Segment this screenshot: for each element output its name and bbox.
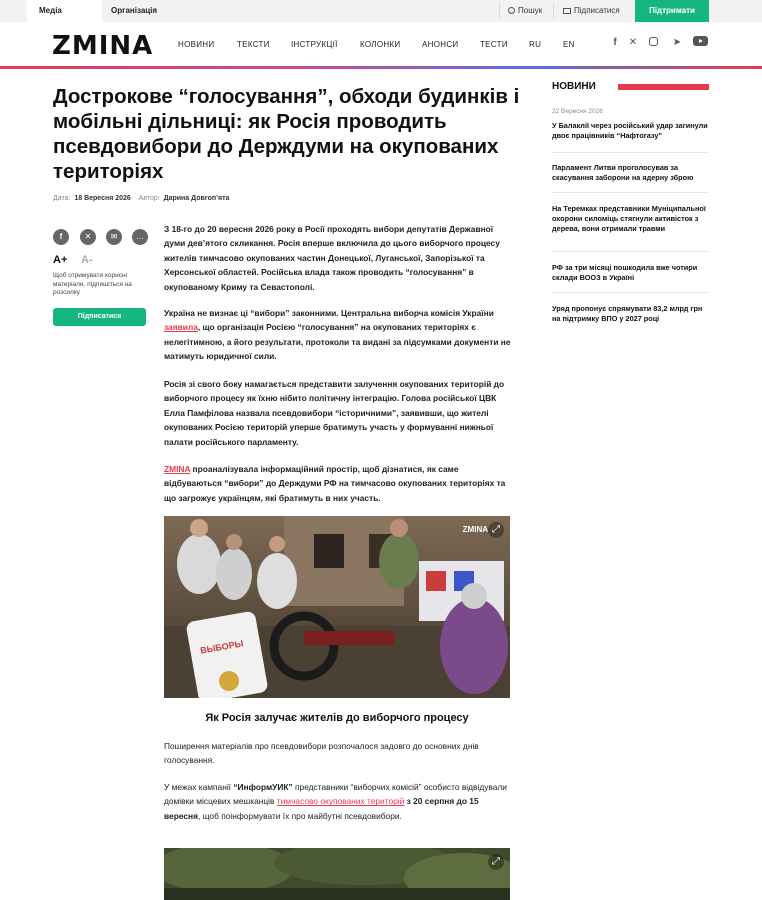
news-divider: [552, 251, 709, 252]
x-icon[interactable]: ✕: [628, 37, 638, 48]
divider: [553, 3, 554, 19]
article-photo[interactable]: [164, 848, 510, 900]
news-divider: [552, 292, 709, 293]
site-header: [0, 22, 762, 66]
text-segment: , що організація Росією “голосування” на окупованих територіях є нелегітимною, а його результати, протоколи та видані за підсумками документи не матимуть юридичної сили.: [164, 322, 511, 362]
subscribe-label: Підписатися: [574, 6, 620, 15]
tab-organization[interactable]: Організація: [111, 6, 158, 15]
author-label: Автор:: [138, 195, 160, 202]
telegram-icon[interactable]: ➤: [672, 37, 682, 48]
expand-icon[interactable]: ⤢: [488, 522, 504, 538]
article-title: Дострокове “голосування”, обходи будинків і мобільні дільниці: як Росія проводить псевдовибори до Держдуми на окупованих територіях: [53, 85, 520, 183]
article-meta: [53, 195, 229, 202]
search-icon: [508, 7, 515, 14]
facebook-icon[interactable]: f: [613, 37, 617, 48]
newsletter-note: Щоб отримувати корисні матеріали, підпишіться на розсилку: [53, 272, 132, 296]
top-utility-bar: [0, 0, 762, 22]
text-segment: У межах кампанії: [164, 782, 234, 792]
header-gradient-line: [0, 66, 762, 69]
article-author[interactable]: Дарина Довгоп’ята: [163, 195, 230, 202]
news-divider: [552, 192, 709, 193]
nav-lang-en[interactable]: EN: [563, 40, 575, 49]
newsletter-subscribe-button[interactable]: Підписатися: [53, 308, 146, 326]
article-photo[interactable]: [164, 516, 510, 698]
facebook-icon[interactable]: f: [53, 229, 69, 245]
article-paragraph-5: Поширення матеріалів про псевдовибори розпочалося задовго до основних днів голосування.: [164, 741, 479, 766]
nav-lang-ru[interactable]: RU: [529, 40, 542, 49]
x-icon[interactable]: ✕: [80, 229, 96, 245]
news-item[interactable]: РФ за три місяці пошкодила вже чотири склади ВООЗ в Україні: [552, 263, 698, 282]
news-heading: НОВИНИ: [552, 81, 596, 92]
instagram-icon[interactable]: [646, 36, 660, 50]
nav-news[interactable]: НОВИНИ: [178, 40, 215, 49]
article-paragraph-4: [164, 462, 512, 505]
news-divider: [552, 152, 709, 153]
nav-texts[interactable]: ТЕКСТИ: [237, 40, 270, 49]
news-date: 22 Вересня 2026: [552, 108, 603, 115]
search-label: Пошук: [518, 6, 543, 15]
article-paragraph-1: З 18-го до 20 вересня 2026 року в Росії проходять вибори депутатів Державної думи дев’ятого скликання. Росія вперше включила до цього виборчого процесу жителів тимчасово окупованих частин Донецької, Луганської, Запорізької та Херсонської областей. Російська влада також проводить “голосування” в окупованому Криму та Севастополі.: [164, 224, 500, 292]
email-icon[interactable]: ✉: [106, 229, 122, 245]
article-paragraph-2: [164, 306, 512, 364]
photo-illustration: [164, 848, 510, 900]
youtube-icon[interactable]: [693, 36, 707, 50]
news-item[interactable]: Уряд пропонує спрямувати 83,2 млрд грн на підтримку ВПО у 2027 році: [552, 304, 703, 323]
nav-announcements[interactable]: АНОНСИ: [422, 40, 459, 49]
news-accent-bar: [618, 84, 709, 90]
nav-columns[interactable]: КОЛОНКИ: [360, 40, 401, 49]
date-range: з 20 серпня до 15 вересня: [164, 796, 479, 821]
font-increase-button[interactable]: A+: [53, 254, 68, 266]
text-segment: Україна не визнає ці “вибори” законними. Центральна виборча комісія України: [164, 308, 494, 318]
font-decrease-button[interactable]: A-: [81, 254, 93, 266]
photo-illustration: [164, 516, 510, 698]
nav-tests[interactable]: ТЕСТИ: [480, 40, 508, 49]
occupied-territories-link[interactable]: тимчасово окупованих територій: [276, 796, 405, 807]
expand-icon[interactable]: ⤢: [488, 854, 504, 870]
section-heading: Як Росія залучає жителів до виборчого процесу: [205, 712, 469, 724]
cec-statement-link[interactable]: заявила: [164, 322, 198, 333]
text-segment: проаналізувала інформаційний простір, щоб дізнатися, як саме відбуваються “вибори” до Держдуми РФ на тимчасово окупованих територіях та що загрожує українцям, які братимуть в них участь.: [164, 464, 506, 503]
article-date: 18 Вересня 2026: [74, 195, 131, 202]
site-logo[interactable]: ZMINA: [52, 31, 154, 61]
photo-box-label: ВЫБОРЫ: [199, 638, 245, 656]
campaign-name: “ИнформУИК”: [233, 782, 293, 792]
photo-watermark: ZMINA: [462, 525, 488, 534]
support-button[interactable]: Підтримати: [635, 0, 709, 22]
date-label: Дата:: [53, 195, 71, 202]
nav-instructions[interactable]: ІНСТРУКЦІЇ: [291, 40, 338, 49]
article-paragraph-6: [164, 780, 512, 823]
zmina-link[interactable]: ZMINA: [164, 464, 191, 474]
news-item[interactable]: У Балаклії через російський удар загинули двоє працівників “Нафтогазу”: [552, 121, 708, 140]
subscribe-link[interactable]: [563, 0, 620, 22]
message-icon[interactable]: …: [132, 229, 148, 245]
article-paragraph-3: Росія зі свого боку намагається представити залучення окупованих територій до виборчого процесу як їхню нібито політичну інтеграцію. Голова російської ЦВК Елла Памфілова назвала псевдовибори “історичними”, заявивши, що жителі окупованих Росією територій уперше братимуть участь у формуванні нижньої палати російського парламенту.: [164, 379, 505, 447]
text-segment: представники “виборчих комісій” особисто відвідували домівки місцевих мешканців: [164, 782, 507, 807]
tab-media[interactable]: Медіа: [27, 0, 102, 22]
mail-icon: [563, 8, 571, 14]
text-segment: , щоб поінформувати їх про майбутні псевдовибори.: [197, 810, 402, 821]
search-link[interactable]: [508, 0, 542, 22]
divider: [499, 3, 500, 19]
news-item[interactable]: На Теремках представники Муніципальної охорони силоміць стягнули активісток з дерева, вони отримали травми: [552, 204, 706, 233]
news-item[interactable]: Парламент Литви проголосував за скасування заборони на ядерну зброю: [552, 163, 694, 182]
